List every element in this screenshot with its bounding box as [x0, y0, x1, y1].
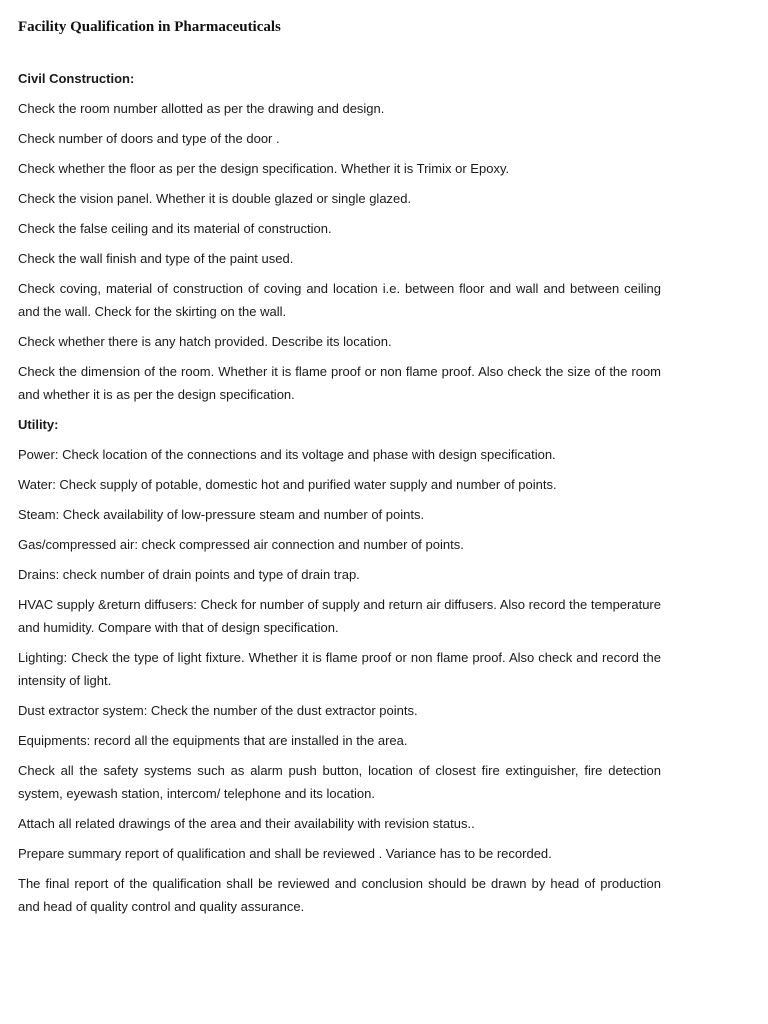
paragraph: Gas/compressed air: check compressed air connection and number of points. — [18, 537, 464, 552]
paragraph: Check coving, material of construction of coving and location i.e. between floor and wall and between ceiling and the wall. Check for the skirting on the wall. — [18, 281, 661, 319]
section-heading: Civil Construction: — [18, 71, 135, 86]
paragraph: Equipments: record all the equipments that are installed in the area. — [18, 733, 408, 748]
page-title: Facility Qualification in Pharmaceuticals — [18, 19, 281, 35]
paragraph: Check the vision panel. Whether it is double glazed or single glazed. — [18, 191, 412, 206]
section-civil-construction — [18, 67, 661, 406]
section-heading: Utility: — [18, 417, 59, 432]
paragraph: The final report of the qualification shall be reviewed and conclusion should be drawn by head of production and head of quality control and quality assurance. — [18, 876, 661, 914]
paragraph: Check all the safety systems such as alarm push button, location of closest fire extinguisher, fire detection system, eyewash station, intercom/ telephone and its location. — [18, 763, 661, 801]
paragraph: Attach all related drawings of the area and their availability with revision status.. — [18, 816, 475, 831]
paragraph: Dust extractor system: Check the number of the dust extractor points. — [18, 703, 418, 718]
paragraph: Check the wall finish and type of the paint used. — [18, 251, 294, 266]
paragraph: Prepare summary report of qualification and shall be reviewed . Variance has to be recorded. — [18, 846, 552, 861]
paragraph: Check the false ceiling and its material of construction. — [18, 221, 332, 236]
paragraph: HVAC supply &return diffusers: Check for number of supply and return air diffusers. Also record the temperature and humidity. Compare with that of design specification. — [18, 597, 661, 635]
paragraph: Check the dimension of the room. Whether it is flame proof or non flame proof. Also check the size of the room and whether it is as per the design specification. — [18, 364, 661, 402]
paragraph: Check the room number allotted as per the drawing and design. — [18, 101, 385, 116]
paragraph: Steam: Check availability of low-pressure steam and number of points. — [18, 507, 425, 522]
paragraph: Check whether the floor as per the design specification. Whether it is Trimix or Epoxy. — [18, 161, 510, 176]
paragraph: Check number of doors and type of the door . — [18, 131, 280, 146]
section-utility — [18, 413, 661, 918]
paragraph: Lighting: Check the type of light fixture. Whether it is flame proof or non flame proof. Also check and record the intensity of light. — [18, 650, 661, 688]
paragraph: Check whether there is any hatch provided. Describe its location. — [18, 334, 392, 349]
document-body — [18, 67, 661, 925]
paragraph: Drains: check number of drain points and type of drain trap. — [18, 567, 360, 582]
paragraph: Water: Check supply of potable, domestic hot and purified water supply and number of points. — [18, 477, 557, 492]
paragraph: Power: Check location of the connections and its voltage and phase with design specification. — [18, 447, 556, 462]
